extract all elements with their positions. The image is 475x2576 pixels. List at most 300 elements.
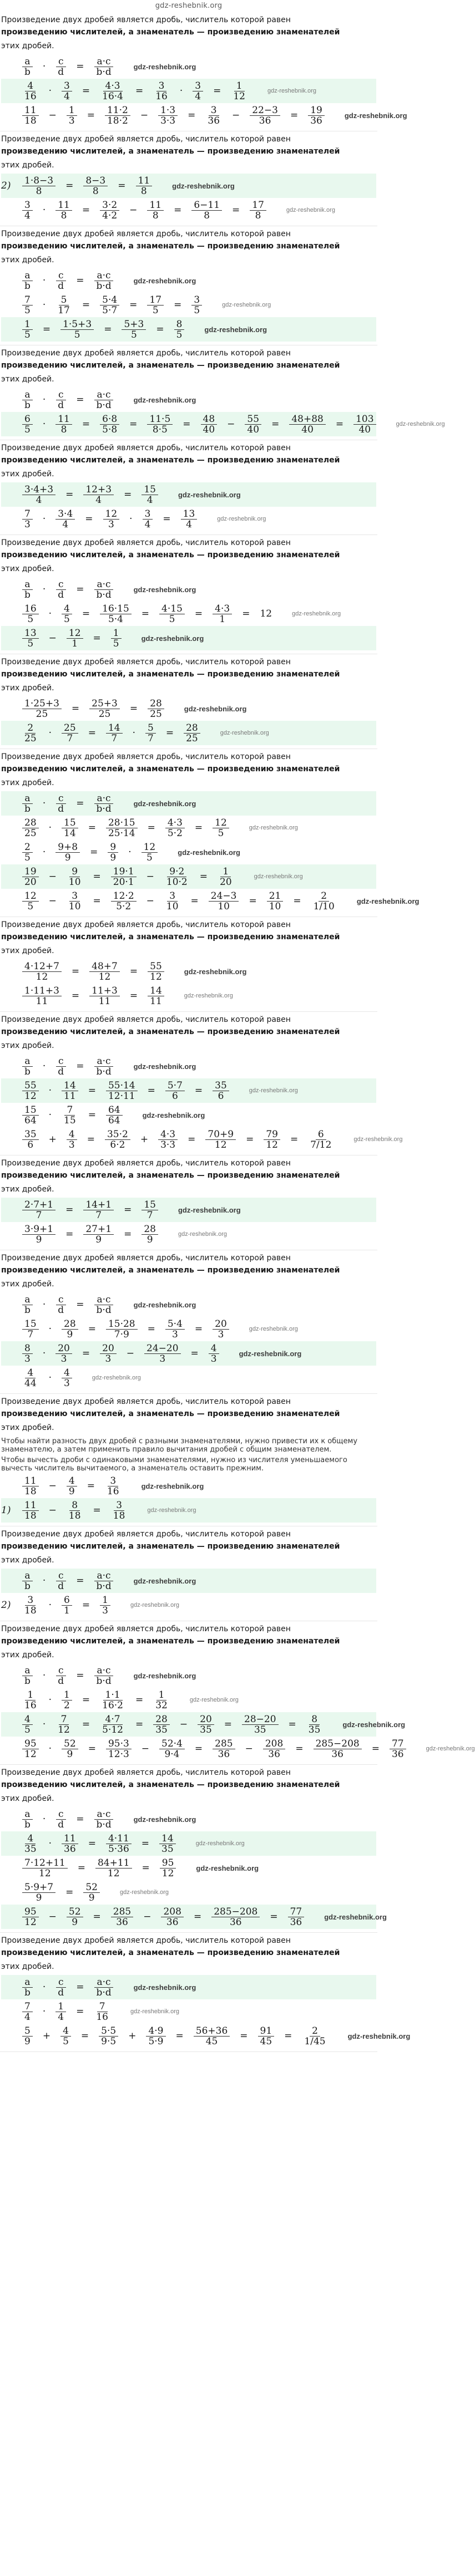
numerator: 20 [55,1343,72,1354]
fraction [89,961,120,982]
fraction [165,1081,185,1101]
solution-block [0,1526,377,1621]
fraction [55,2002,66,2022]
watermark[interactable]: gdz-reshebnik.org [347,2032,411,2040]
denominator: 11 [150,995,162,1007]
operator: = [65,180,74,191]
operator: = [129,990,138,1001]
operator: + [48,1134,57,1145]
fraction [62,818,78,838]
denominator: 5·2 [167,827,183,839]
equation-row [1,1498,376,1523]
fraction [148,961,164,982]
denominator: 36 [208,115,220,126]
numerator: c [56,1809,66,1820]
fraction [94,1571,113,1591]
these-fractions-label: этих дробей. [1,684,54,693]
site-header[interactable] [0,0,377,12]
numerator: 15 [142,485,158,495]
operator: = [163,513,171,525]
denominator: 14 [64,827,76,839]
watermark[interactable]: gdz-reshebnik.org [92,1374,141,1381]
numerator: 15 [142,1200,158,1210]
watermark[interactable]: gdz-reshebnik.org [142,1111,205,1119]
operator: − [227,419,235,430]
fraction [22,1500,39,1521]
watermark[interactable]: gdz-reshebnik.org [120,1889,169,1896]
fraction [22,295,33,315]
watermark[interactable]: gdz-reshebnik.org [133,1815,196,1824]
watermark[interactable]: gdz-reshebnik.org [286,207,335,213]
fraction [22,818,39,838]
numerator: 11 [22,1500,39,1511]
rule-text-bold: произведению числителей, а знаменатель — произведению знаменателей [1,456,340,465]
denominator: 4·2 [102,210,118,221]
numerator: c [56,390,66,400]
fraction [288,1907,305,1927]
watermark[interactable]: gdz-reshebnik.org [184,992,233,999]
fraction [62,1595,72,1616]
numerator: 15 [22,1319,39,1330]
operator: − [245,1743,253,1754]
solution-block [0,749,420,917]
denominator: 16 [24,90,37,102]
watermark[interactable]: gdz-reshebnik.org [133,1983,196,1992]
watermark[interactable]: gdz-reshebnik.org [130,1602,180,1608]
denominator: b [24,1675,31,1687]
watermark[interactable]: gdz-reshebnik.org [239,1349,302,1358]
fraction [213,604,232,624]
numerator: 1 [55,2002,66,2012]
these-fractions-label: этих дробей. [1,1962,54,1971]
numerator: 3·4+3 [22,485,55,495]
fraction [22,1690,39,1710]
operator: = [147,1323,155,1335]
denominator: 6·2 [110,1139,125,1150]
equation-row [1,816,376,840]
operator: = [129,966,138,977]
operator: = [82,299,90,310]
denominator: 5 [27,613,34,625]
numerator: a·c [94,1809,113,1820]
operator: = [194,1085,203,1096]
denominator: 6 [218,1090,224,1102]
denominator: 11 [36,995,48,1007]
fraction [94,579,113,600]
rule-text: Произведение двух дробей является дробь, числитель которой равен [1,230,291,238]
operator: = [271,419,280,430]
operator: = [88,1838,96,1849]
operator: = [135,1719,144,1730]
watermark[interactable]: gdz-reshebnik.org [344,111,407,120]
numerator: 4 [60,2026,71,2037]
denominator: 12 [233,90,245,102]
solution-block [0,131,377,226]
operator: = [142,1862,150,1874]
numerator: 4 [62,604,72,614]
fraction [22,1907,39,1927]
operator: · [42,1670,46,1681]
numerator: 12 [142,842,158,853]
numerator: 15 [22,1105,39,1116]
operator: · [42,394,46,405]
numerator: 28 [153,1714,170,1725]
denominator: 5·7 [102,304,118,316]
fraction [106,1834,132,1854]
denominator: 5·9 [148,2035,164,2047]
watermark[interactable]: gdz-reshebnik.org [133,799,196,808]
numerator: 1 [25,1690,36,1701]
fraction [108,842,118,863]
numerator: a·c [94,1056,113,1067]
rule-text-bold: произведению числителей, а знаменатель — произведению знаменателей [1,551,340,559]
denominator: 12·11 [108,1090,135,1102]
operator: · [42,1719,46,1730]
watermark[interactable]: gdz-reshebnik.org [189,1697,239,1703]
fraction [55,271,66,291]
watermark[interactable]: gdz-reshebnik.org [178,1231,228,1238]
numerator: c [56,1056,66,1067]
numerator: 28·15 [106,818,138,828]
watermark[interactable]: gdz-reshebnik.org [267,88,317,94]
these-fractions-label: этих дробей. [1,1651,54,1659]
rule-text: Произведение двух дробей является дробь, числитель которой равен [1,1159,291,1168]
numerator: 4·3 [158,1129,178,1140]
fraction [55,509,75,530]
numerator: 15 [62,818,78,828]
fraction [55,414,72,435]
fraction [55,200,72,221]
rule-text: Произведение двух дробей является дробь, числитель которой равен [1,1768,291,1777]
numerator: 3·2 [100,200,119,211]
denominator: b·d [96,1819,112,1830]
denominator: 9 [146,1234,153,1245]
denominator: 2 [64,1699,70,1711]
denominator: 36 [259,115,271,126]
denominator: 3 [24,1353,31,1365]
denominator: 5 [169,613,175,625]
numerator: 35·2 [105,1129,130,1140]
fraction [211,1907,260,1927]
numerator: 11·2 [105,105,130,116]
fraction [55,295,72,315]
denominator: 16 [96,2011,108,2023]
fraction [148,699,164,719]
watermark[interactable]: gdz-reshebnik.org [133,276,196,285]
fraction [250,105,280,126]
numerator: a·c [94,57,113,67]
operator: = [77,1862,85,1874]
fraction [67,628,83,649]
rule-text: Произведение двух дробей является дробь, числитель которой равен [1,349,291,358]
numerator: 8 [174,319,185,330]
fraction [22,1834,39,1854]
denominator: 12 [266,1139,278,1150]
operator: = [76,1670,84,1681]
numerator: 1 [234,81,245,91]
denominator: d [58,803,64,814]
fraction [209,1343,219,1364]
denominator: 36 [116,1916,128,1928]
watermark[interactable]: gdz-reshebnik.org [184,967,247,976]
numerator: 55·14 [106,1081,138,1091]
these-fractions-label: этих дробей. [1,1423,54,1432]
watermark[interactable]: gdz-reshebnik.org [342,1720,406,1729]
watermark[interactable]: gdz-reshebnik.org [133,1300,196,1309]
operator: · [129,513,133,525]
denominator: 6 [171,1090,178,1102]
operator: = [147,822,155,833]
denominator: 16 [24,1699,37,1711]
operator: · [42,275,46,286]
denominator: b [24,1580,31,1592]
operator: = [76,1061,84,1072]
watermark[interactable]: gdz-reshebnik.org [249,1326,298,1332]
fraction [158,105,178,126]
fraction [144,1343,181,1364]
solution-block [0,654,377,749]
fraction [143,509,153,530]
denominator: 3 [218,1328,224,1340]
numerator: c [56,579,66,590]
numerator: 1 [62,1690,72,1701]
watermark[interactable]: gdz-reshebnik.org [396,421,445,427]
watermark[interactable]: gdz-reshebnik.org [220,730,269,736]
fraction [147,200,164,221]
equation-row [1,626,376,650]
watermark[interactable]: gdz-reshebnik.org [204,325,267,334]
denominator: b·d [96,1987,112,1998]
fraction [22,1224,55,1245]
operator: = [82,1719,90,1730]
numerator: 28 [184,723,200,734]
watermark[interactable]: gdz-reshebnik.org [178,1205,241,1214]
fraction [100,200,119,221]
numerator: 2·7+1 [22,1200,55,1210]
watermark[interactable]: gdz-reshebnik.org [141,1482,204,1490]
fraction [184,723,200,744]
fraction [100,295,119,315]
numerator: a·c [94,1666,113,1676]
operator: = [174,205,182,216]
operator: · [128,847,132,858]
operator: − [48,110,57,121]
fraction [94,793,113,814]
equation-row [1,984,376,1008]
denominator: 64 [108,1114,120,1126]
numerator: 28 [62,1319,78,1330]
operator: = [82,1694,90,1706]
watermark[interactable]: gdz-reshebnik.org [426,1745,475,1752]
numerator: 4·3 [103,81,123,91]
fraction [100,1595,110,1616]
fraction [22,1595,39,1616]
denominator: 3 [108,518,114,530]
equation-row [1,1474,376,1498]
watermark[interactable]: gdz-reshebnik.org [178,848,240,857]
operator: · [42,1348,46,1359]
watermark[interactable]: gdz-reshebnik.org [133,1062,196,1071]
watermark[interactable]: gdz-reshebnik.org [178,490,241,499]
operator: = [188,1134,196,1145]
numerator: 103 [353,414,376,425]
watermark[interactable]: gdz-reshebnik.org [196,1864,259,1872]
numerator: 7 [97,2002,108,2012]
these-fractions-label: этих дробей. [1,1280,54,1289]
denominator: b·d [96,399,112,411]
watermark[interactable]: gdz-reshebnik.org [222,302,271,308]
rule-text-bold: произведению числителей, а знаменатель — произведению знаменателей [1,933,340,941]
watermark[interactable]: gdz-reshebnik.org [249,824,298,831]
watermark[interactable]: gdz-reshebnik.org [147,1507,196,1514]
fraction [55,1714,72,1735]
operator: = [190,1348,199,1359]
rule-text-bold: произведению числителей, а знаменатель — произведению знаменателей [1,1637,340,1646]
denominator: 1 [72,638,78,649]
fraction [205,105,222,126]
these-fractions-label: этих дробей. [1,42,54,50]
fraction [100,1714,125,1735]
numerator: 4·15 [159,604,185,614]
watermark[interactable]: gdz-reshebnik.org [141,634,204,643]
fraction [67,891,83,912]
watermark[interactable]: gdz-reshebnik.org [353,1136,403,1143]
watermark[interactable]: gdz-reshebnik.org [172,181,235,190]
denominator: 9 [24,2035,31,2047]
operator: = [242,608,250,619]
fraction [111,628,122,649]
equation-row [1,103,407,128]
watermark[interactable]: gdz-reshebnik.org [184,704,247,713]
denominator: 40 [358,424,371,435]
fraction [193,81,203,101]
fraction [94,1809,113,1830]
item-number: 2) [1,1600,11,1611]
fraction [159,1739,185,1759]
watermark[interactable]: gdz-reshebnik.org [133,62,196,71]
denominator: 18 [68,1510,81,1521]
fraction [106,723,123,744]
denominator: 36 [218,1748,230,1760]
operator: · [42,1982,46,1993]
equation-row [1,54,376,79]
operator: = [295,1743,304,1754]
denominator: 36 [229,1916,242,1928]
denominator: 12 [161,1867,174,1879]
numerator: 64 [106,1105,123,1116]
operator: = [93,1911,101,1922]
equation-row [1,1831,376,1856]
operator: = [232,205,240,216]
watermark[interactable]: gdz-reshebnik.org [195,1840,245,1847]
operator: = [93,895,101,907]
fraction [83,176,108,196]
watermark[interactable]: gdz-reshebnik.org [324,1912,387,1921]
watermark[interactable]: gdz-reshebnik.org [356,897,420,905]
watermark[interactable]: gdz-reshebnik.org [217,516,266,522]
fraction [158,1129,178,1150]
denominator: 35 [254,1724,266,1735]
watermark[interactable]: gdz-reshebnik.org [292,610,341,617]
equation-row [1,198,376,222]
watermark[interactable]: gdz-reshebnik.org [254,873,303,880]
denominator: 10·2 [166,876,188,888]
fraction [22,1476,39,1496]
denominator: 5 [152,304,159,316]
denominator: 12 [107,1867,120,1879]
denominator: 8 [255,210,261,221]
fraction [62,1105,78,1126]
operator: = [65,1204,74,1215]
rule-text: Произведение двух дробей является дробь, числитель которой равен [1,1625,291,1633]
fraction [94,57,113,77]
fraction [55,390,66,410]
these-fractions-label: этих дробей. [1,564,54,573]
denominator: b·d [96,1066,112,1077]
equation-row [1,293,376,317]
operator: = [135,1694,144,1706]
fraction [153,81,170,101]
numerator: 3 [143,509,153,520]
denominator: 5 [24,1724,31,1735]
fraction [22,485,55,505]
fraction [55,1666,66,1686]
solution-block [0,1394,377,1526]
numerator: 28−20 [242,1714,279,1725]
these-fractions-label: этих дробей. [1,1794,54,1803]
watermark[interactable]: gdz-reshebnik.org [133,1671,196,1680]
site-name[interactable]: gdz-reshebnik.org [155,2,223,10]
operator: = [42,324,51,335]
fraction [22,1809,33,1830]
denominator: 11 [64,1090,76,1102]
denominator: 15 [64,1114,76,1126]
denominator: 32 [155,1699,168,1711]
watermark[interactable]: gdz-reshebnik.org [133,585,196,594]
watermark[interactable]: gdz-reshebnik.org [249,1087,298,1094]
numerator: 48+7 [89,961,120,972]
numerator: 14 [106,723,123,734]
fraction [258,2026,275,2046]
watermark[interactable]: gdz-reshebnik.org [130,2008,180,2015]
operator: · [42,1814,46,1825]
fraction [147,295,164,315]
denominator: b [24,803,31,814]
denominator: 35 [308,1724,321,1735]
operator: = [93,871,101,882]
fraction [62,604,72,624]
fraction [55,842,80,863]
watermark[interactable]: gdz-reshebnik.org [133,1576,196,1585]
numerator: a·c [94,579,113,590]
denominator: 8 [204,210,210,221]
numerator: 12 [22,891,39,902]
solution-block [0,226,377,345]
denominator: b·d [96,803,112,814]
solution-block [0,1155,377,1250]
numerator: 11 [55,200,72,211]
denominator: 5 [194,304,200,316]
rule-text-bold: произведению числителей, а знаменатель — произведению знаменателей [1,670,340,679]
denominator: 9 [110,852,117,863]
fraction [314,1739,362,1759]
rule-text-bold: произведению числителей, а знаменатель — произведению знаменателей [1,147,340,156]
numerator: 25 [62,723,78,734]
numerator: 4·12+7 [22,961,62,972]
operator: = [118,180,126,191]
fraction [106,1081,138,1101]
watermark[interactable]: gdz-reshebnik.org [133,395,196,404]
